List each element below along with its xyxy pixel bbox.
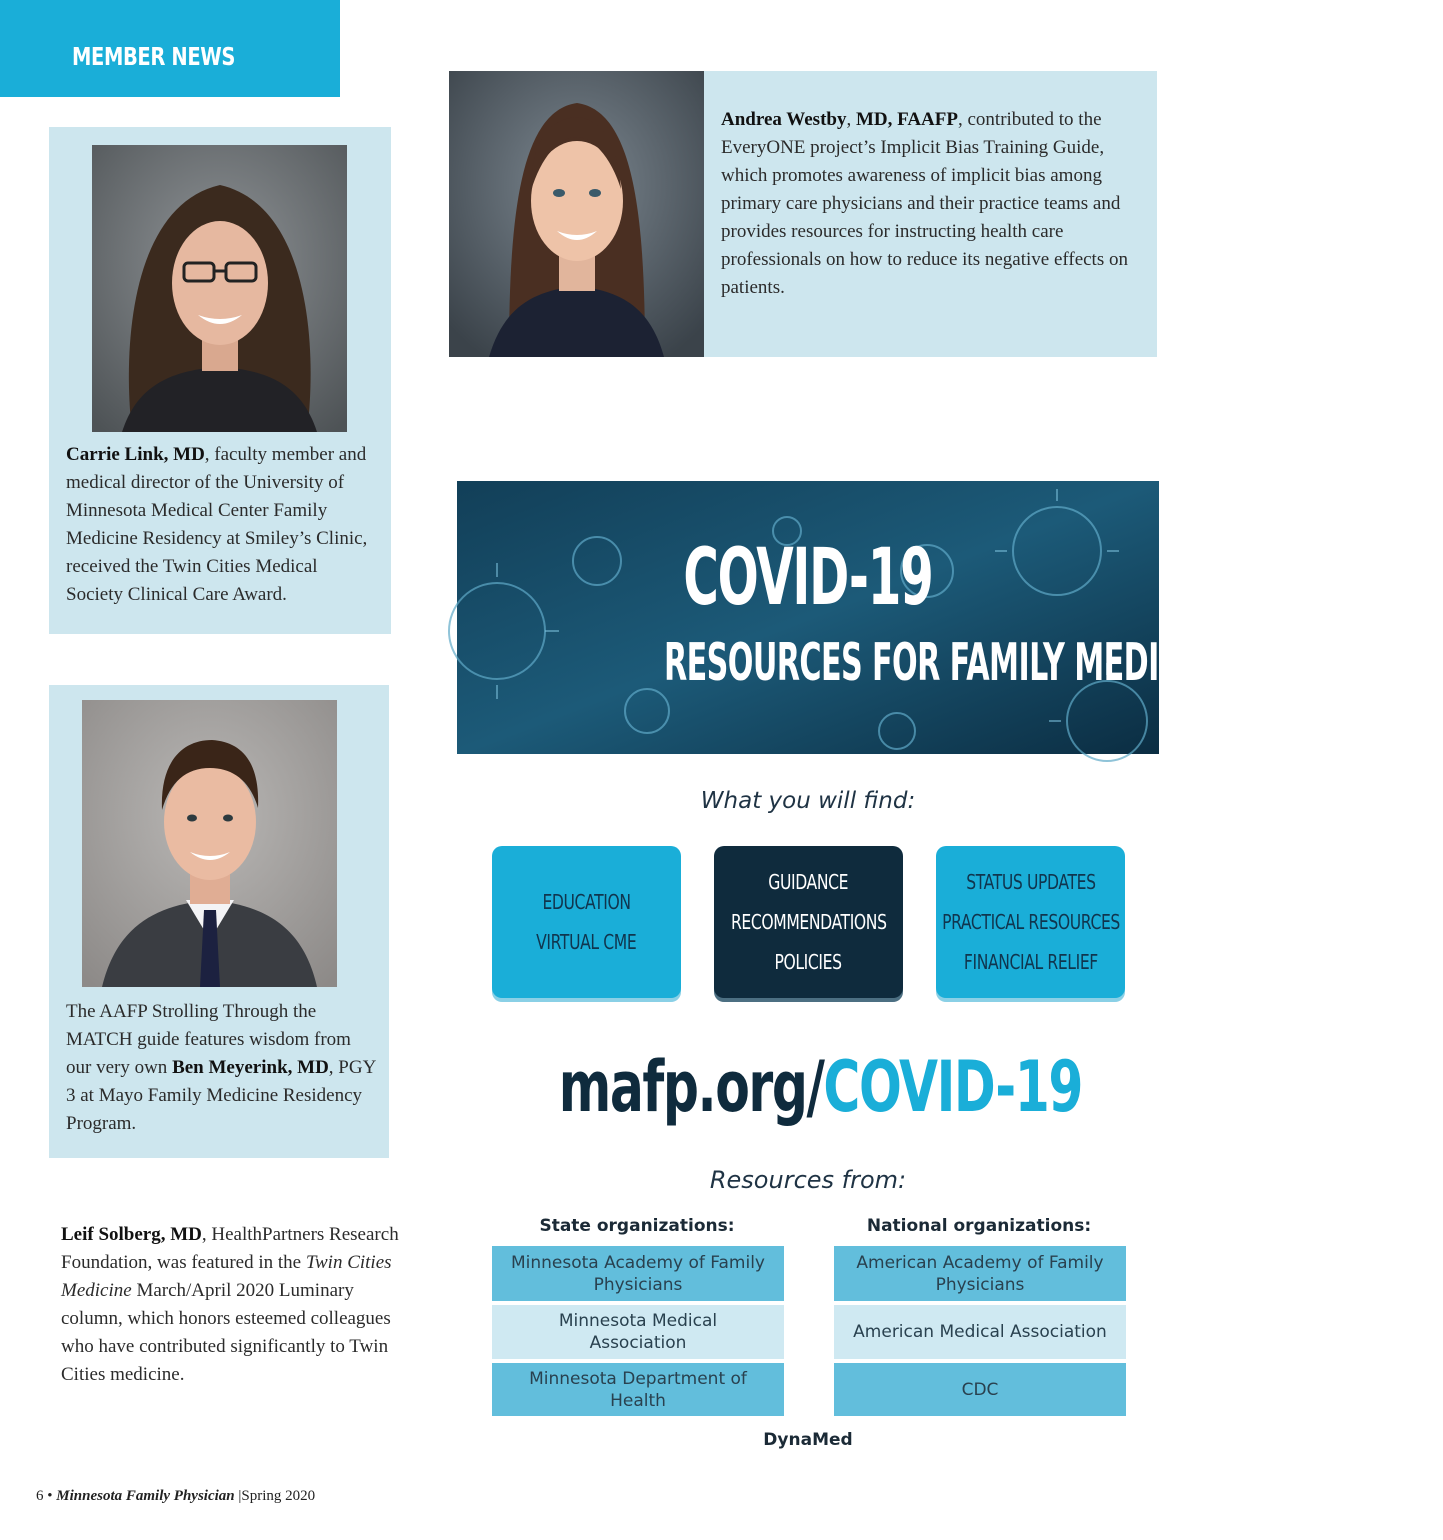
tile-education-line-1: EDUCATION: [542, 890, 631, 914]
state-orgs-heading: State organizations:: [539, 1216, 735, 1236]
tile-guidance-line-3: POLICIES: [774, 950, 843, 974]
section-label: MEMBER NEWS: [72, 42, 236, 71]
tile-guidance[interactable]: [714, 846, 903, 998]
org-mafp[interactable]: Minnesota Academy of Family Physicians: [492, 1246, 784, 1301]
url-path: COVID-19: [823, 1046, 1082, 1128]
bio-ben-text-after: , PGY 3 at Mayo Family Medicine Residency Program.: [66, 1057, 376, 1134]
bio-leif-text-before: , HealthPartners Research Foundation, was featured in the: [61, 1224, 399, 1273]
tile-education-line-2: VIRTUAL CME: [536, 930, 637, 954]
covid-url-link[interactable]: [457, 1046, 1159, 1128]
org-cdc[interactable]: CDC: [834, 1363, 1126, 1416]
footer-bullet: •: [47, 1488, 53, 1504]
bio-leif: [61, 1221, 401, 1389]
bio-carrie: [66, 441, 378, 609]
portrait-carrie-link: [92, 145, 347, 432]
url-domain: mafp.org/: [558, 1046, 824, 1128]
page-number: 6: [36, 1488, 44, 1504]
bio-andrea-credentials: MD, FAAFP: [855, 109, 958, 130]
bio-andrea-name: Andrea Westby: [721, 109, 847, 130]
banner-title: [457, 533, 1159, 623]
tile-status-line-3: FINANCIAL RELIEF: [963, 950, 1098, 974]
footer-separator: |: [238, 1488, 242, 1504]
page-footer: [36, 1488, 315, 1505]
footer-issue: Spring 2020: [241, 1488, 316, 1504]
tile-status[interactable]: [936, 846, 1125, 998]
bio-ben-name: Ben Meyerink, MD: [172, 1057, 329, 1078]
bio-carrie-name: Carrie Link, MD: [66, 444, 205, 465]
bio-leif-text-after: March/April 2020 Luminary column, which honors esteemed colleagues who have contributed significantly to Twin Cities medicine.: [61, 1280, 391, 1385]
tile-guidance-line-1: GUIDANCE: [768, 870, 849, 894]
org-aafp[interactable]: American Academy of Family Physicians: [834, 1246, 1126, 1301]
bio-andrea-text: , contributed to the EveryONE project’s Implicit Bias Training Guide, which promotes awareness of implicit bias among primary care physicians and their practice teams and provides resources for instructing health care professionals on how to reduce its negative effects on patients.: [721, 109, 1128, 298]
bio-andrea: Andrea Westby, MD, FAAFP, contributed to the EveryONE project’s Implicit Bias Training Guide, which promotes awareness of implicit bias among primary care physicians and their practice teams and provides resources for instructing health care professionals on how to reduce its negative effects on patients.: [721, 109, 1128, 298]
national-orgs-heading: National organizations:: [866, 1216, 1092, 1236]
tile-status-line-1: STATUS UPDATES: [965, 870, 1096, 894]
bio-carrie-text: , faculty member and medical director of the University of Minnesota Medical Center Family Medicine Residency at Smiley’s Clinic, received the Twin Cities Medical Society Clinical Care Award.: [66, 444, 368, 605]
org-mma[interactable]: Minnesota Medical Association: [492, 1305, 784, 1359]
bio-leif-name: Leif Solberg, MD: [61, 1224, 202, 1245]
org-mdh[interactable]: Minnesota Department of Health: [492, 1363, 784, 1416]
resources-heading: Resources from:: [709, 1166, 907, 1194]
portrait-andrea-westby: [449, 71, 704, 357]
tile-guidance-line-2: RECOMMENDATIONS: [730, 910, 887, 934]
tile-education[interactable]: [492, 846, 681, 998]
banner-subtitle: [457, 633, 1236, 693]
footer-publication: Minnesota Family Physician: [56, 1488, 235, 1504]
section-tab: [0, 0, 340, 97]
org-ama[interactable]: American Medical Association: [834, 1305, 1126, 1359]
banner-title-text: COVID-19: [683, 533, 933, 623]
banner-subtitle-text: RESOURCES FOR FAMILY MEDICINE: [663, 633, 1236, 693]
bio-ben-text-before: The AAFP Strolling Through the MATCH guide features wisdom from our very own: [66, 1001, 351, 1078]
covid-banner[interactable]: [457, 481, 1236, 754]
bio-ben: [66, 998, 376, 1138]
find-heading: What you will find:: [700, 788, 916, 814]
org-dynamed[interactable]: DynaMed: [763, 1430, 853, 1450]
portrait-ben-meyerink: [82, 700, 337, 987]
tile-status-line-2: PRACTICAL RESOURCES: [941, 910, 1120, 934]
bio-leif-publication: Twin Cities Medicine: [61, 1252, 392, 1301]
